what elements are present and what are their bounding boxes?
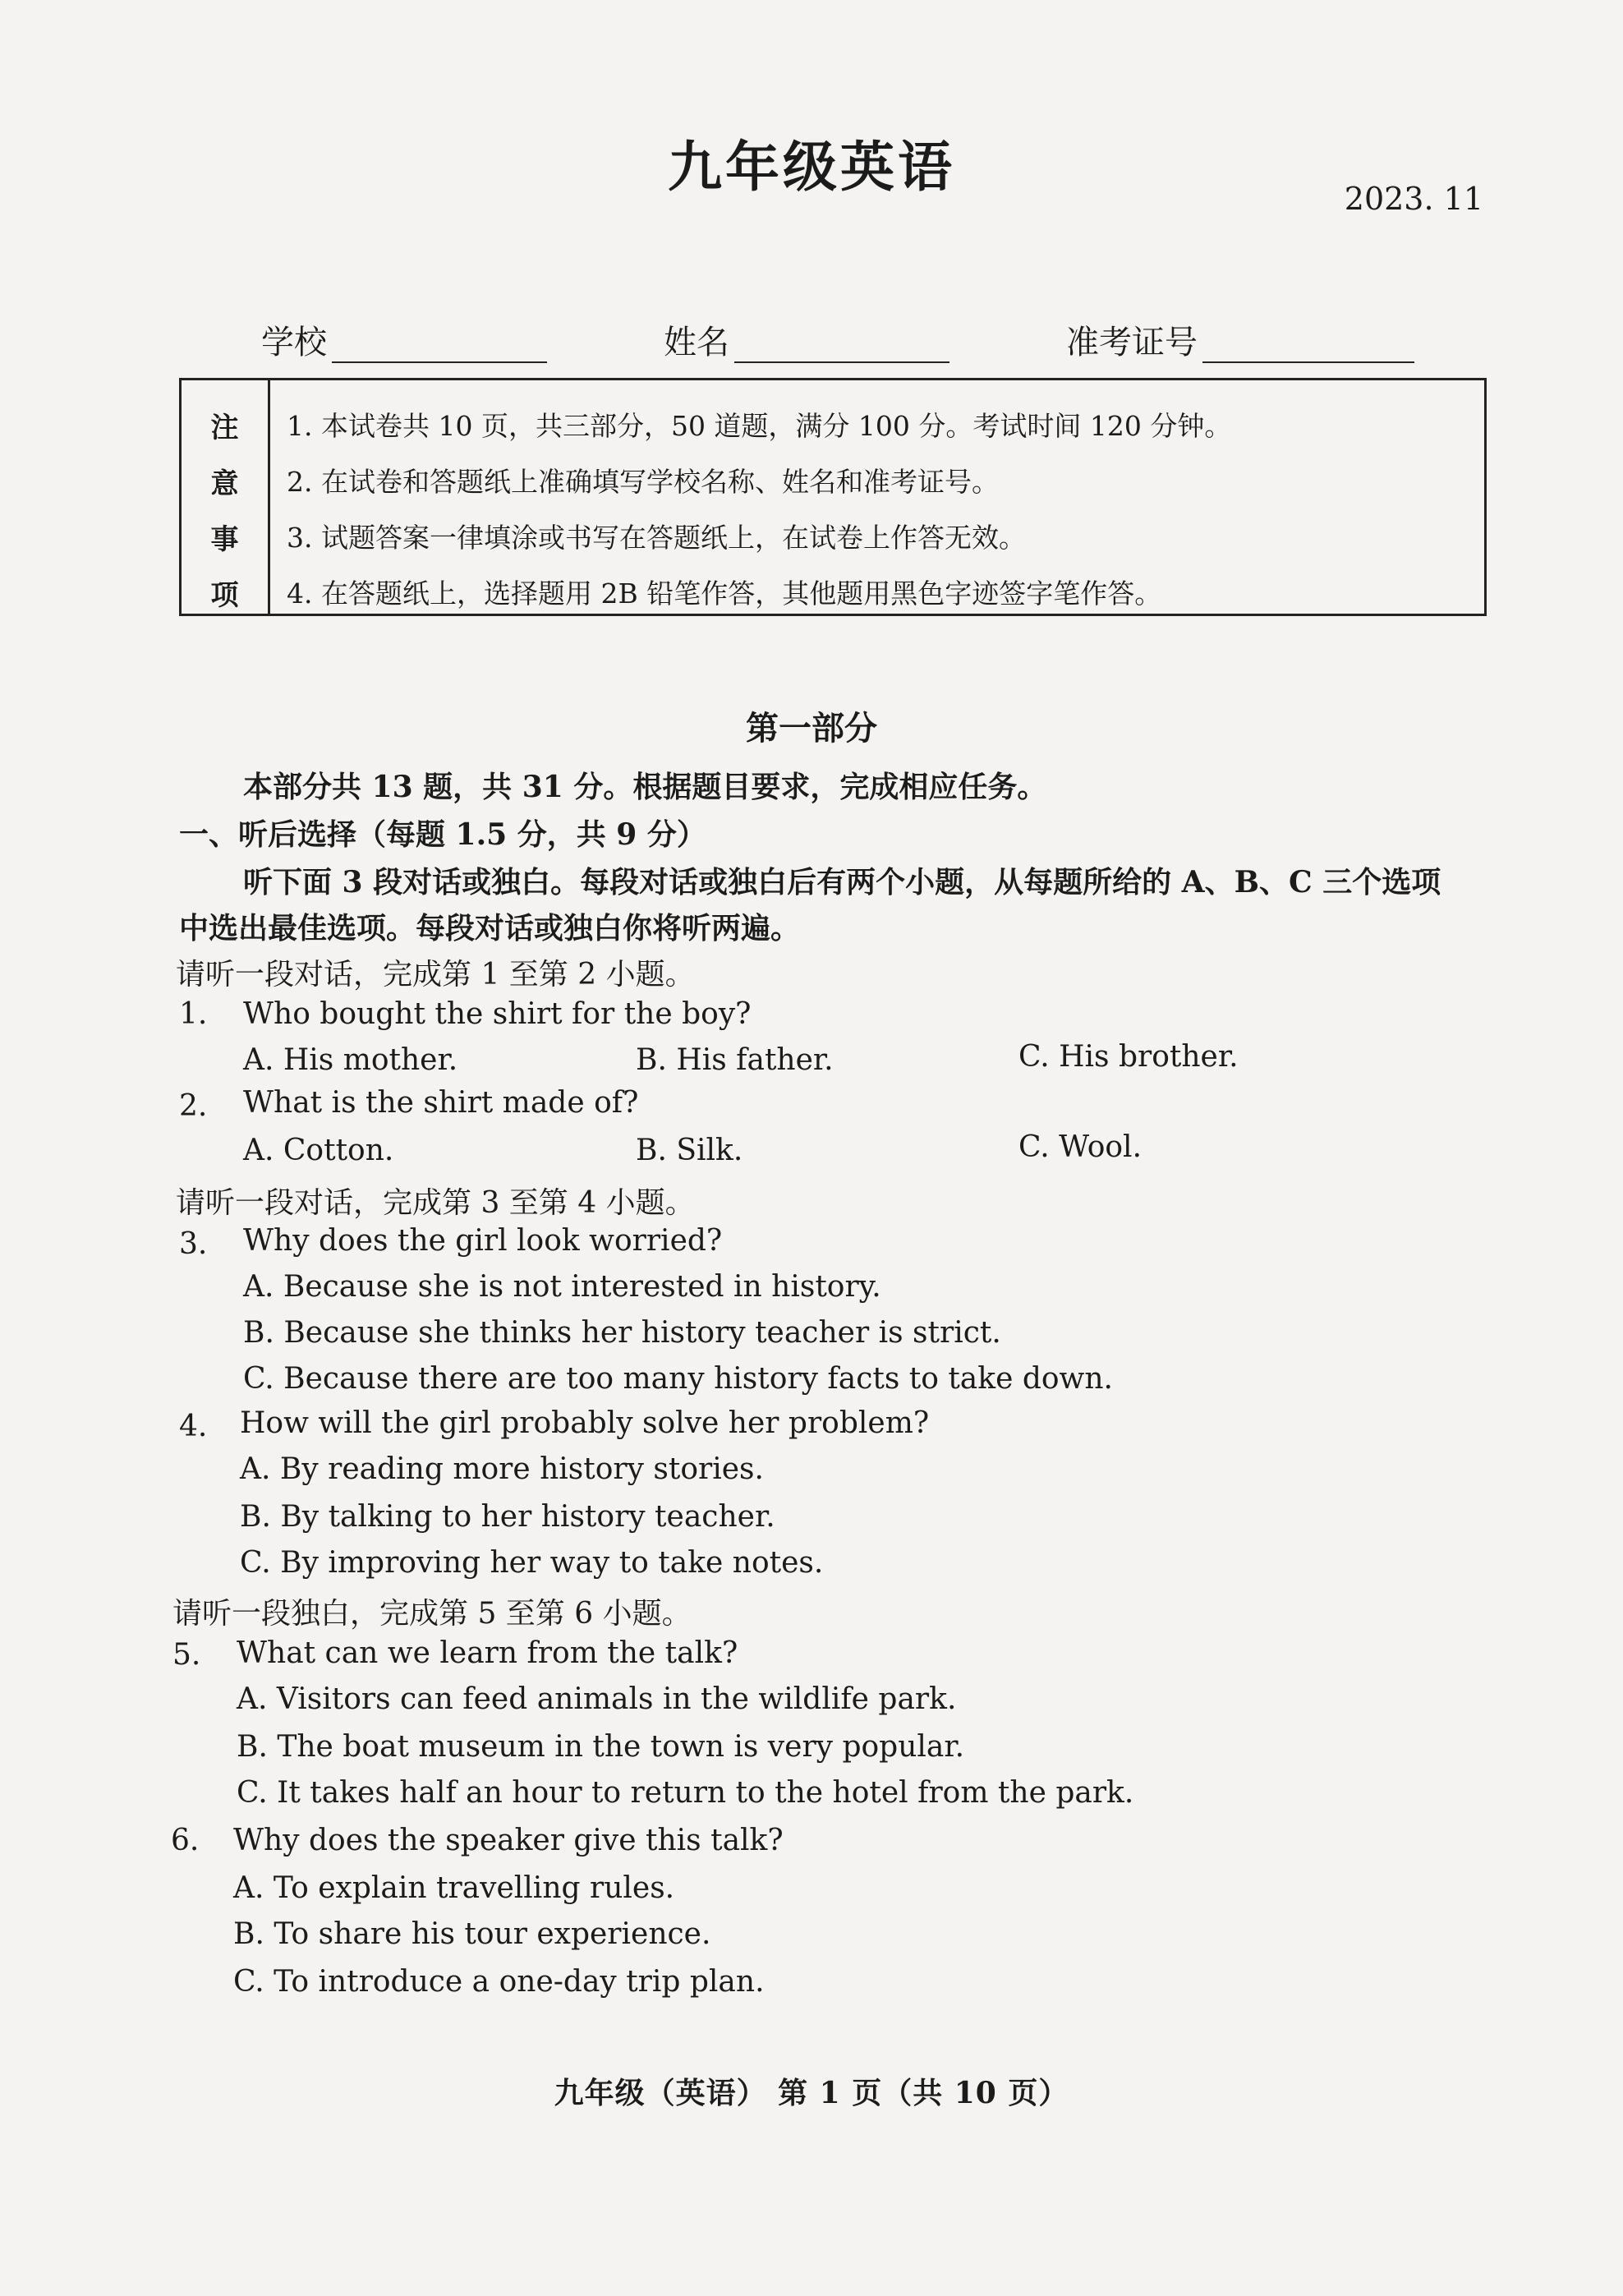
option-a: A. Because she is not interested in history. <box>243 1270 881 1304</box>
dialogue-prompt: 请听一段对话，完成第 3 至第 4 小题。 <box>176 1186 695 1220</box>
question-number: 2. <box>179 1089 208 1123</box>
exam-number-field <box>1066 316 1414 363</box>
page-footer: 九年级（英语） 第 1 页（共 10 页） <box>554 2076 1069 2110</box>
section-instruction: 听下面 3 段对话或独白。每段对话或独白后有两个小题，从每题所给的 A、B、C 三个选项 <box>243 865 1441 900</box>
question-number: 3. <box>179 1227 208 1261</box>
notice-label-char: 意 <box>210 467 239 500</box>
notice-label-char: 项 <box>210 579 239 612</box>
dialogue-prompt: 请听一段独白，完成第 5 至第 6 小题。 <box>172 1597 692 1631</box>
exam-date: 2023. 11 <box>1344 181 1483 217</box>
exam-number-label: 准考证号 <box>1066 324 1198 361</box>
dialogue-prompt: 请听一段对话，完成第 1 至第 2 小题。 <box>176 958 695 992</box>
part-intro: 本部分共 13 题，共 31 分。根据题目要求，完成相应任务。 <box>243 770 1047 804</box>
option-b: B. Silk. <box>636 1134 743 1167</box>
notice-item: 2. 在试卷和答题纸上准确填写学校名称、姓名和准考证号。 <box>287 466 999 498</box>
option-b: B. To share his tour experience. <box>233 1917 711 1951</box>
question-text: Why does the speaker give this talk? <box>233 1824 784 1857</box>
option-b: B. His father. <box>636 1043 834 1077</box>
name-label: 姓名 <box>664 324 729 361</box>
school-blank <box>332 329 547 363</box>
option-c: C. To introduce a one-day trip plan. <box>233 1965 765 1999</box>
notice-box <box>179 378 1487 616</box>
question-text: What is the shirt made of? <box>243 1086 639 1120</box>
section-instruction: 中选出最佳选项。每段对话或独白你将听两遍。 <box>179 911 801 946</box>
notice-item: 4. 在答题纸上，选择题用 2B 铅笔作答，其他题用黑色字迹签字笔作答。 <box>287 577 1162 610</box>
exam-number-blank <box>1202 329 1414 363</box>
question-text: Why does the girl look worried? <box>243 1224 723 1258</box>
notice-item: 1. 本试卷共 10 页，共三部分，50 道题，满分 100 分。考试时间 120 分钟。 <box>287 410 1232 442</box>
question-text: What can we learn from the talk? <box>237 1636 738 1670</box>
option-a: A. To explain travelling rules. <box>233 1871 675 1905</box>
option-b: B. The boat museum in the town is very popular. <box>237 1730 965 1764</box>
question-text: How will the girl probably solve her problem? <box>240 1406 930 1440</box>
part-title: 第一部分 <box>746 709 877 748</box>
option-c: C. Wool. <box>1018 1130 1143 1164</box>
option-a: A. Visitors can feed animals in the wildlife park. <box>237 1682 957 1716</box>
question-number: 1. <box>179 997 208 1031</box>
question-number: 6. <box>171 1824 200 1857</box>
school-label: 学校 <box>261 324 327 361</box>
notice-label-column <box>182 380 270 614</box>
option-a: A. His mother. <box>243 1043 458 1077</box>
name-blank <box>734 329 949 363</box>
name-field <box>664 316 949 363</box>
notice-label-char: 注 <box>210 412 239 444</box>
question-text: Who bought the shirt for the boy? <box>243 997 752 1031</box>
page-title: 九年级英语 <box>668 135 955 199</box>
question-number: 5. <box>172 1638 201 1672</box>
section-title: 一、听后选择（每题 1.5 分，共 9 分） <box>179 817 706 852</box>
option-a: A. Cotton. <box>243 1134 394 1167</box>
option-c: C. By improving her way to take notes. <box>240 1546 824 1580</box>
option-b: B. By talking to her history teacher. <box>240 1500 775 1534</box>
question-number: 4. <box>179 1410 208 1443</box>
option-b: B. Because she thinks her history teacher is strict. <box>243 1316 1001 1350</box>
notice-item: 3. 试题答案一律填涂或书写在答题纸上，在试卷上作答无效。 <box>287 522 1026 554</box>
option-c: C. It takes half an hour to return to the hotel from the park. <box>237 1776 1134 1810</box>
school-field <box>261 316 547 363</box>
option-c: C. Because there are too many history facts to take down. <box>243 1362 1113 1396</box>
notice-label-char: 事 <box>210 523 239 556</box>
option-a: A. By reading more history stories. <box>240 1452 764 1486</box>
option-c: C. His brother. <box>1018 1040 1239 1074</box>
